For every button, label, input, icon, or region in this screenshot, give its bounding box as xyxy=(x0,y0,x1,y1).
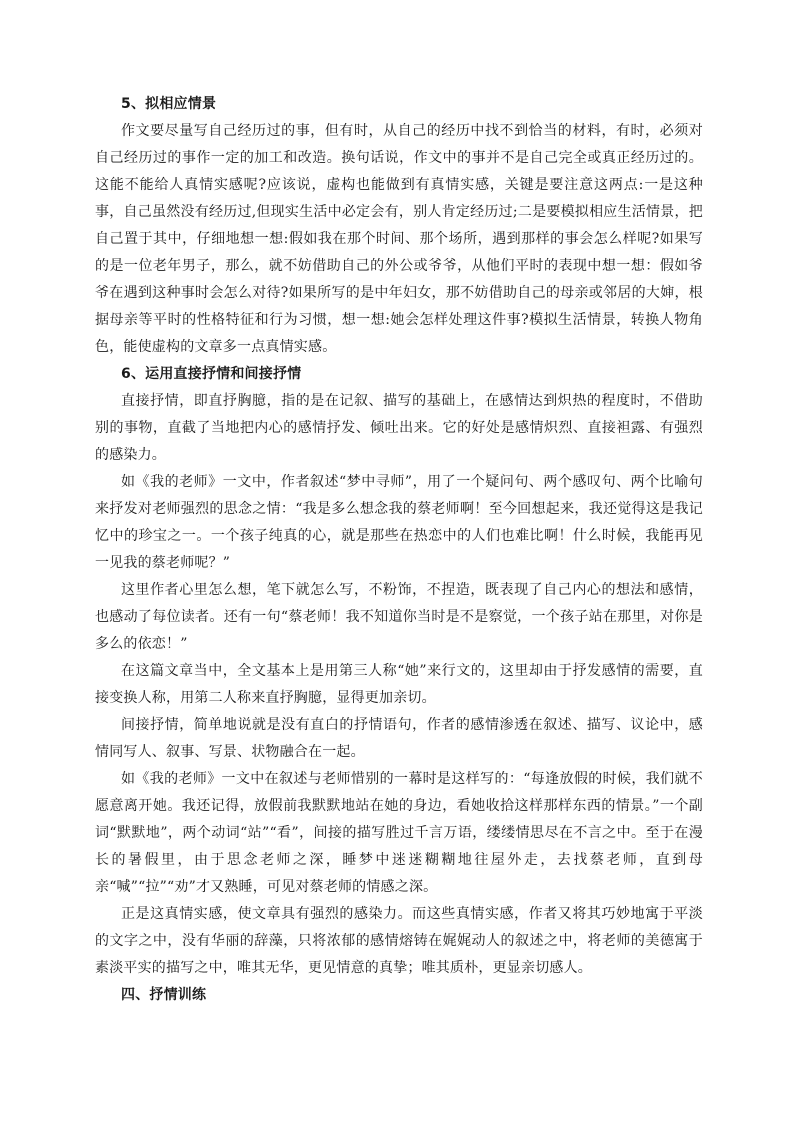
paragraph: 如《我的老师》一文中，作者叙述“梦中寻师”，用了一个疑问句、两个感叹句、两个比喻句来抒发对老师强烈的思念之情：“我是多么想念我的蔡老师啊！至今回想起来，我还觉得这是我记忆中的珍宝之一。一个孩子纯真的心，就是那些在热恋中的人们也难比啊！什么时候，我能再见一见我的蔡老师呢？” xyxy=(95,474,703,571)
paragraph: 直接抒情，即直抒胸臆，指的是在记叙、描写的基础上，在感情达到炽热的程度时，不借助别的事物，直截了当地把内心的感情抒发、倾吐出来。它的好处是感情炽烈、直接袒露、有强烈的感染力。 xyxy=(95,393,703,463)
paragraph: 如《我的老师》一文中在叙述与老师惜别的一幕时是这样写的：“每逢放假的时候，我们就不愿意离开她。我还记得，放假前我默默地站在她的身边，看她收拾这样那样东西的情景。”一个副词“默默地”，两个动词“站”“看”，间接的描写胜过千言万语，缕缕情思尽在不言之中。至于在漫长的暑假里，由于思念老师之深，睡梦中迷迷糊糊地往屋外走，去找蔡老师，直到母亲“喊”“拉”“劝”才又熟睡，可见对蔡老师的情感之深。 xyxy=(95,771,703,895)
paragraph: 作文要尽量写自己经历过的事，但有时，从自己的经历中找不到恰当的材料，有时，必须对自己经历过的事作一定的加工和改造。换句话说，作文中的事并不是自己完全或真正经历过的。这能不能给人真情实感呢?应该说，虚构也能做到有真情实感，关键是要注意这两点:一是这种事，自己虽然没有经历过,但现实生活中必定会有，别人肯定经历过;二是要模拟相应生活情景，把自己置于其中，仔细地想一想:假如我在那个时间、那个场所，遇到那样的事会怎么样呢?如果写的是一位老年男子，那么，就不妨借助自己的外公或爷爷，从他们平时的表现中想一想：假如爷爷在遇到这种事时会怎么对待?如果所写的是中年妇女，那不妨借助自己的母亲或邻居的大婶，根据母亲等平时的性格特征和行为习惯，想一想:她会怎样处理这件事?模拟生活情景，转换人物角色，能使虚构的文章多一点真情实感。 xyxy=(95,123,703,355)
section-heading: 四、抒情训练 xyxy=(121,987,207,1003)
section-heading: 5、拟相应情景 xyxy=(121,96,217,112)
paragraph: 正是这真情实感，使文章具有强烈的感染力。而这些真情实感，作者又将其巧妙地寓于平淡的文字之中，没有华丽的辞藻，只将浓郁的感情熔铸在娓娓动人的叙述之中，将老师的美德寓于素淡平实的描写之中，唯其无华，更见情意的真挚；唯其质朴，更显亲切感人。 xyxy=(95,906,703,976)
document-page xyxy=(95,91,703,1009)
paragraph: 间接抒情，简单地说就是没有直白的抒情语句，作者的感情渗透在叙述、描写、议论中，感情同写人、叙事、写景、状物融合在一起。 xyxy=(95,717,703,760)
paragraph: 在这篇文章当中，全文基本上是用第三人称“她”来行文的，这里却由于抒发感情的需要，直接变换人称，用第二人称来直抒胸臆，显得更加亲切。 xyxy=(95,663,703,706)
section-heading: 6、运用直接抒情和间接抒情 xyxy=(121,366,302,382)
paragraph: 这里作者心里怎么想，笔下就怎么写，不粉饰，不捏造，既表现了自己内心的想法和感情，也感动了每位读者。还有一句“蔡老师！我不知道你当时是不是察觉，一个孩子站在那里，对你是多么的依恋！” xyxy=(95,582,703,652)
